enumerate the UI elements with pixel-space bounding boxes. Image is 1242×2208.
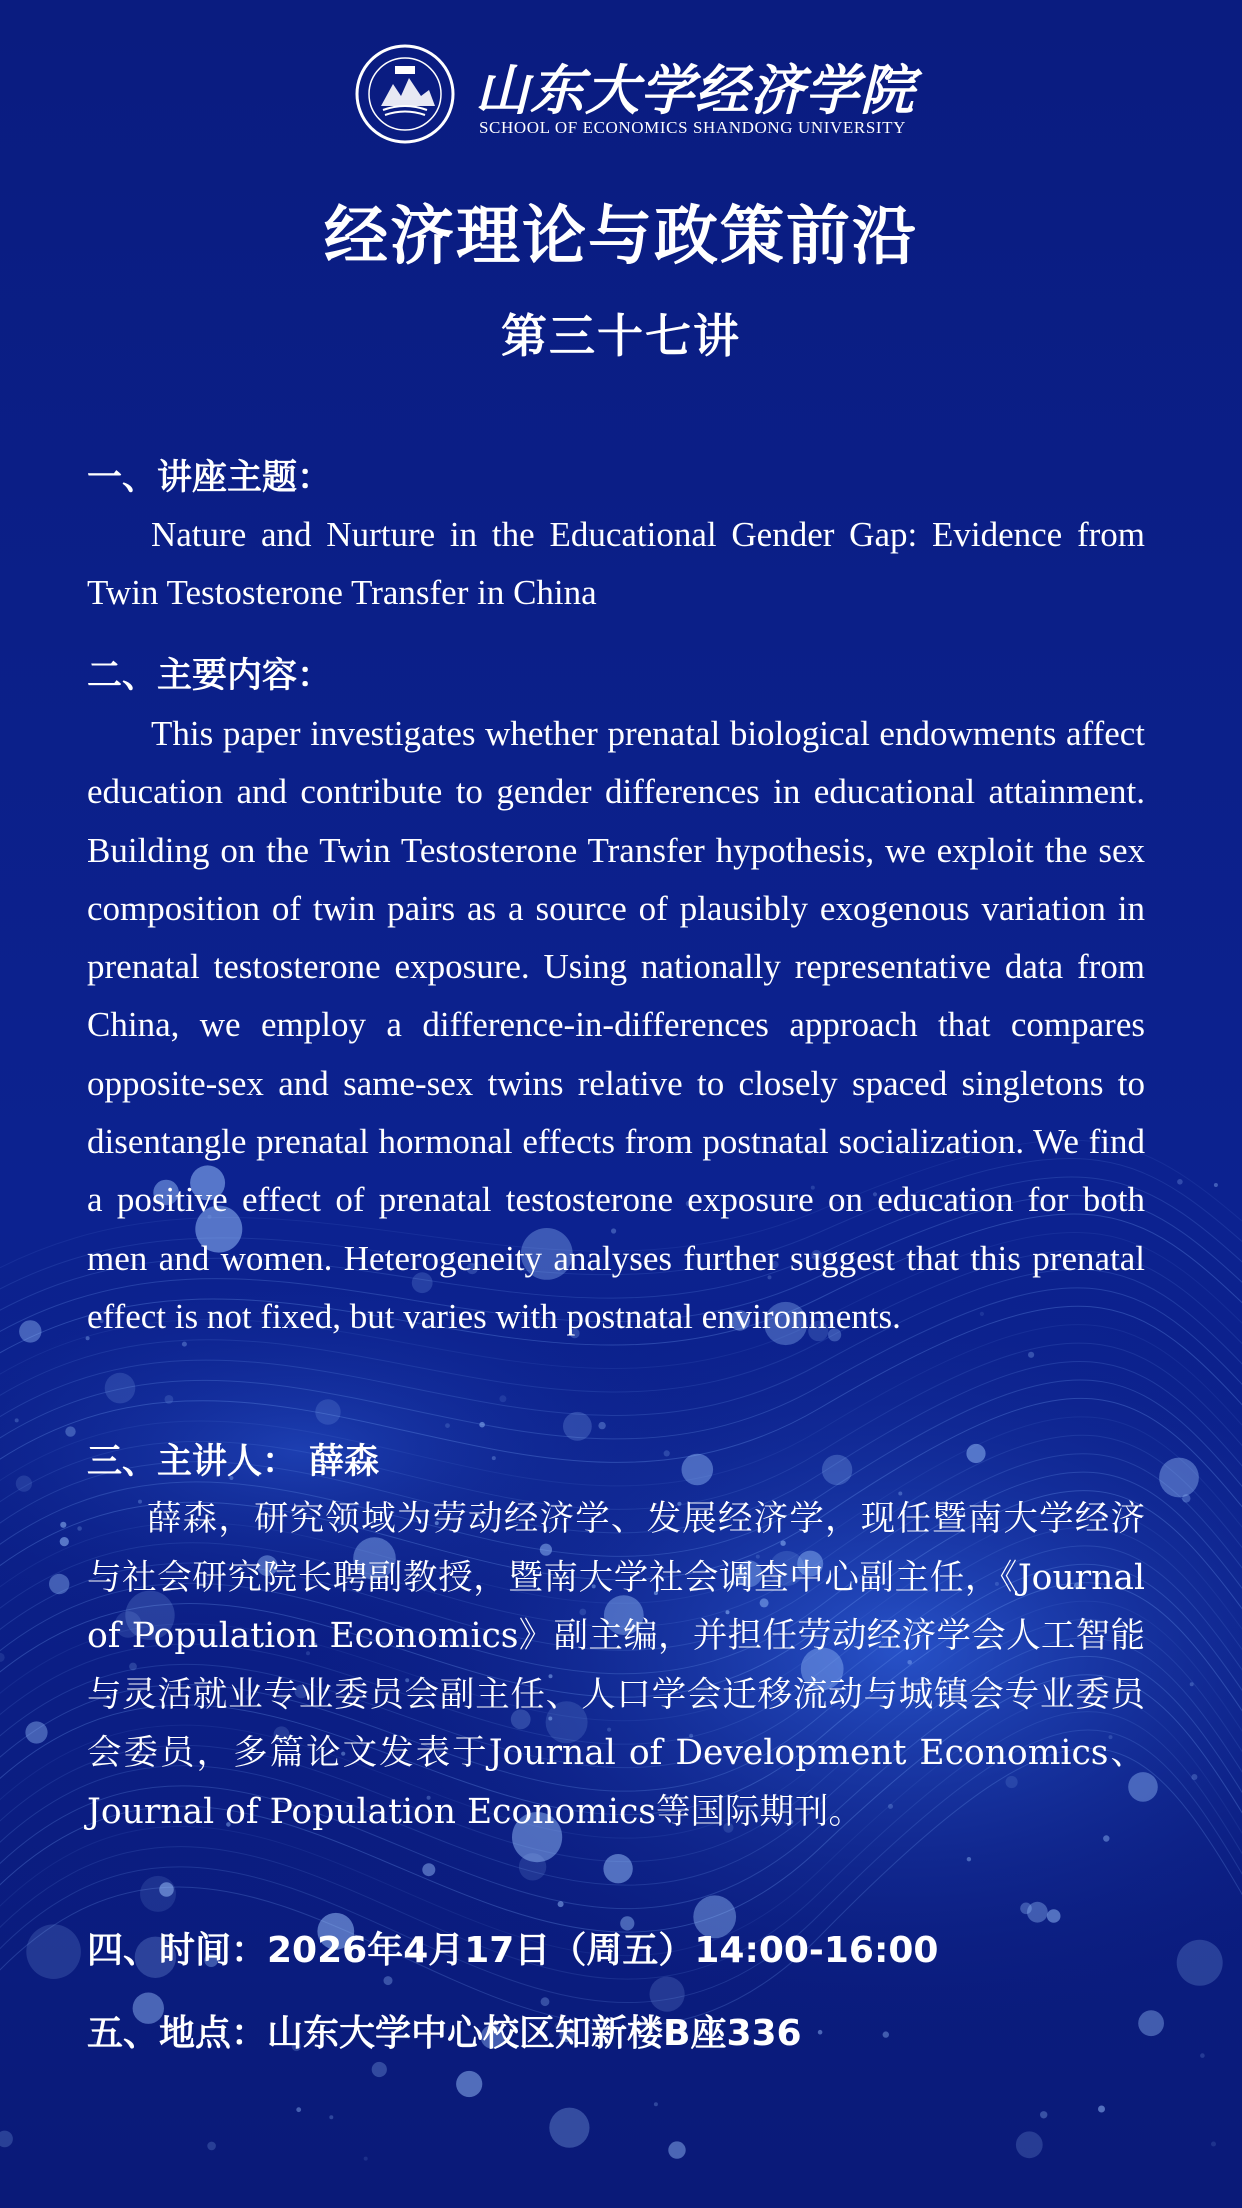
content-heading: 二、主要内容： <box>87 656 333 696</box>
school-name-en: SCHOOL OF ECONOMICS SHANDONG UNIVERSITY <box>479 118 907 137</box>
content-text: This paper investigates whether prenatal biological endowments affect education and contribute to gender differences in educational attainment. Building on the Twin Testosterone Transfer hypothesis, we exploit the sex composition of twin pairs as a source of plausibly exogenous variation in prenatal testosterone exposure. Using nationally representative data from China, we employ a difference-in-differences approach that compares opposite-sex and same-sex twins relative to closely spaced singletons to disentangle prenatal hormonal effects from postnatal socialization. We find a positive effect of prenatal testosterone exposure on education for both men and women. Heterogeneity analyses further suggest that this prenatal effect is not fixed, but varies with postnatal environments. <box>87 714 1145 1336</box>
school-logo <box>355 42 915 147</box>
topic-heading: 一、讲座主题： <box>87 458 333 498</box>
event-time: 四、时间：2026年4月17日（周五）14:00-16:00 <box>87 1930 939 1971</box>
university-seal-icon <box>355 44 455 144</box>
speaker-heading: 三、主讲人： 薛森 <box>87 1442 380 1482</box>
speaker-bio: 薛森，研究领域为劳动经济学、发展经济学，现任暨南大学经济与社会研究院长聘副教授，暨南大学社会调查中心副主任，《Journal of Population Economics》副主编，并担任劳动经济学会人工智能与灵活就业专业委员会副主任、人口学会迁移流动与城镇会专业委员会委员，多篇论文发表于Journal of Development Economics、Journal of Population Economics等国际期刊。 <box>87 1499 1145 1832</box>
lecture-number: 第三十七讲 <box>501 309 741 363</box>
page-title: 经济理论与政策前沿 <box>324 200 918 274</box>
topic-text: Nature and Nurture in the Educational Gender Gap: Evidence from Twin Testosterone Transfer in China <box>87 515 1145 613</box>
school-name-cn: 山东大学经济学院 <box>475 58 915 122</box>
event-location: 五、地点：山东大学中心校区知新楼B座336 <box>87 2013 802 2054</box>
